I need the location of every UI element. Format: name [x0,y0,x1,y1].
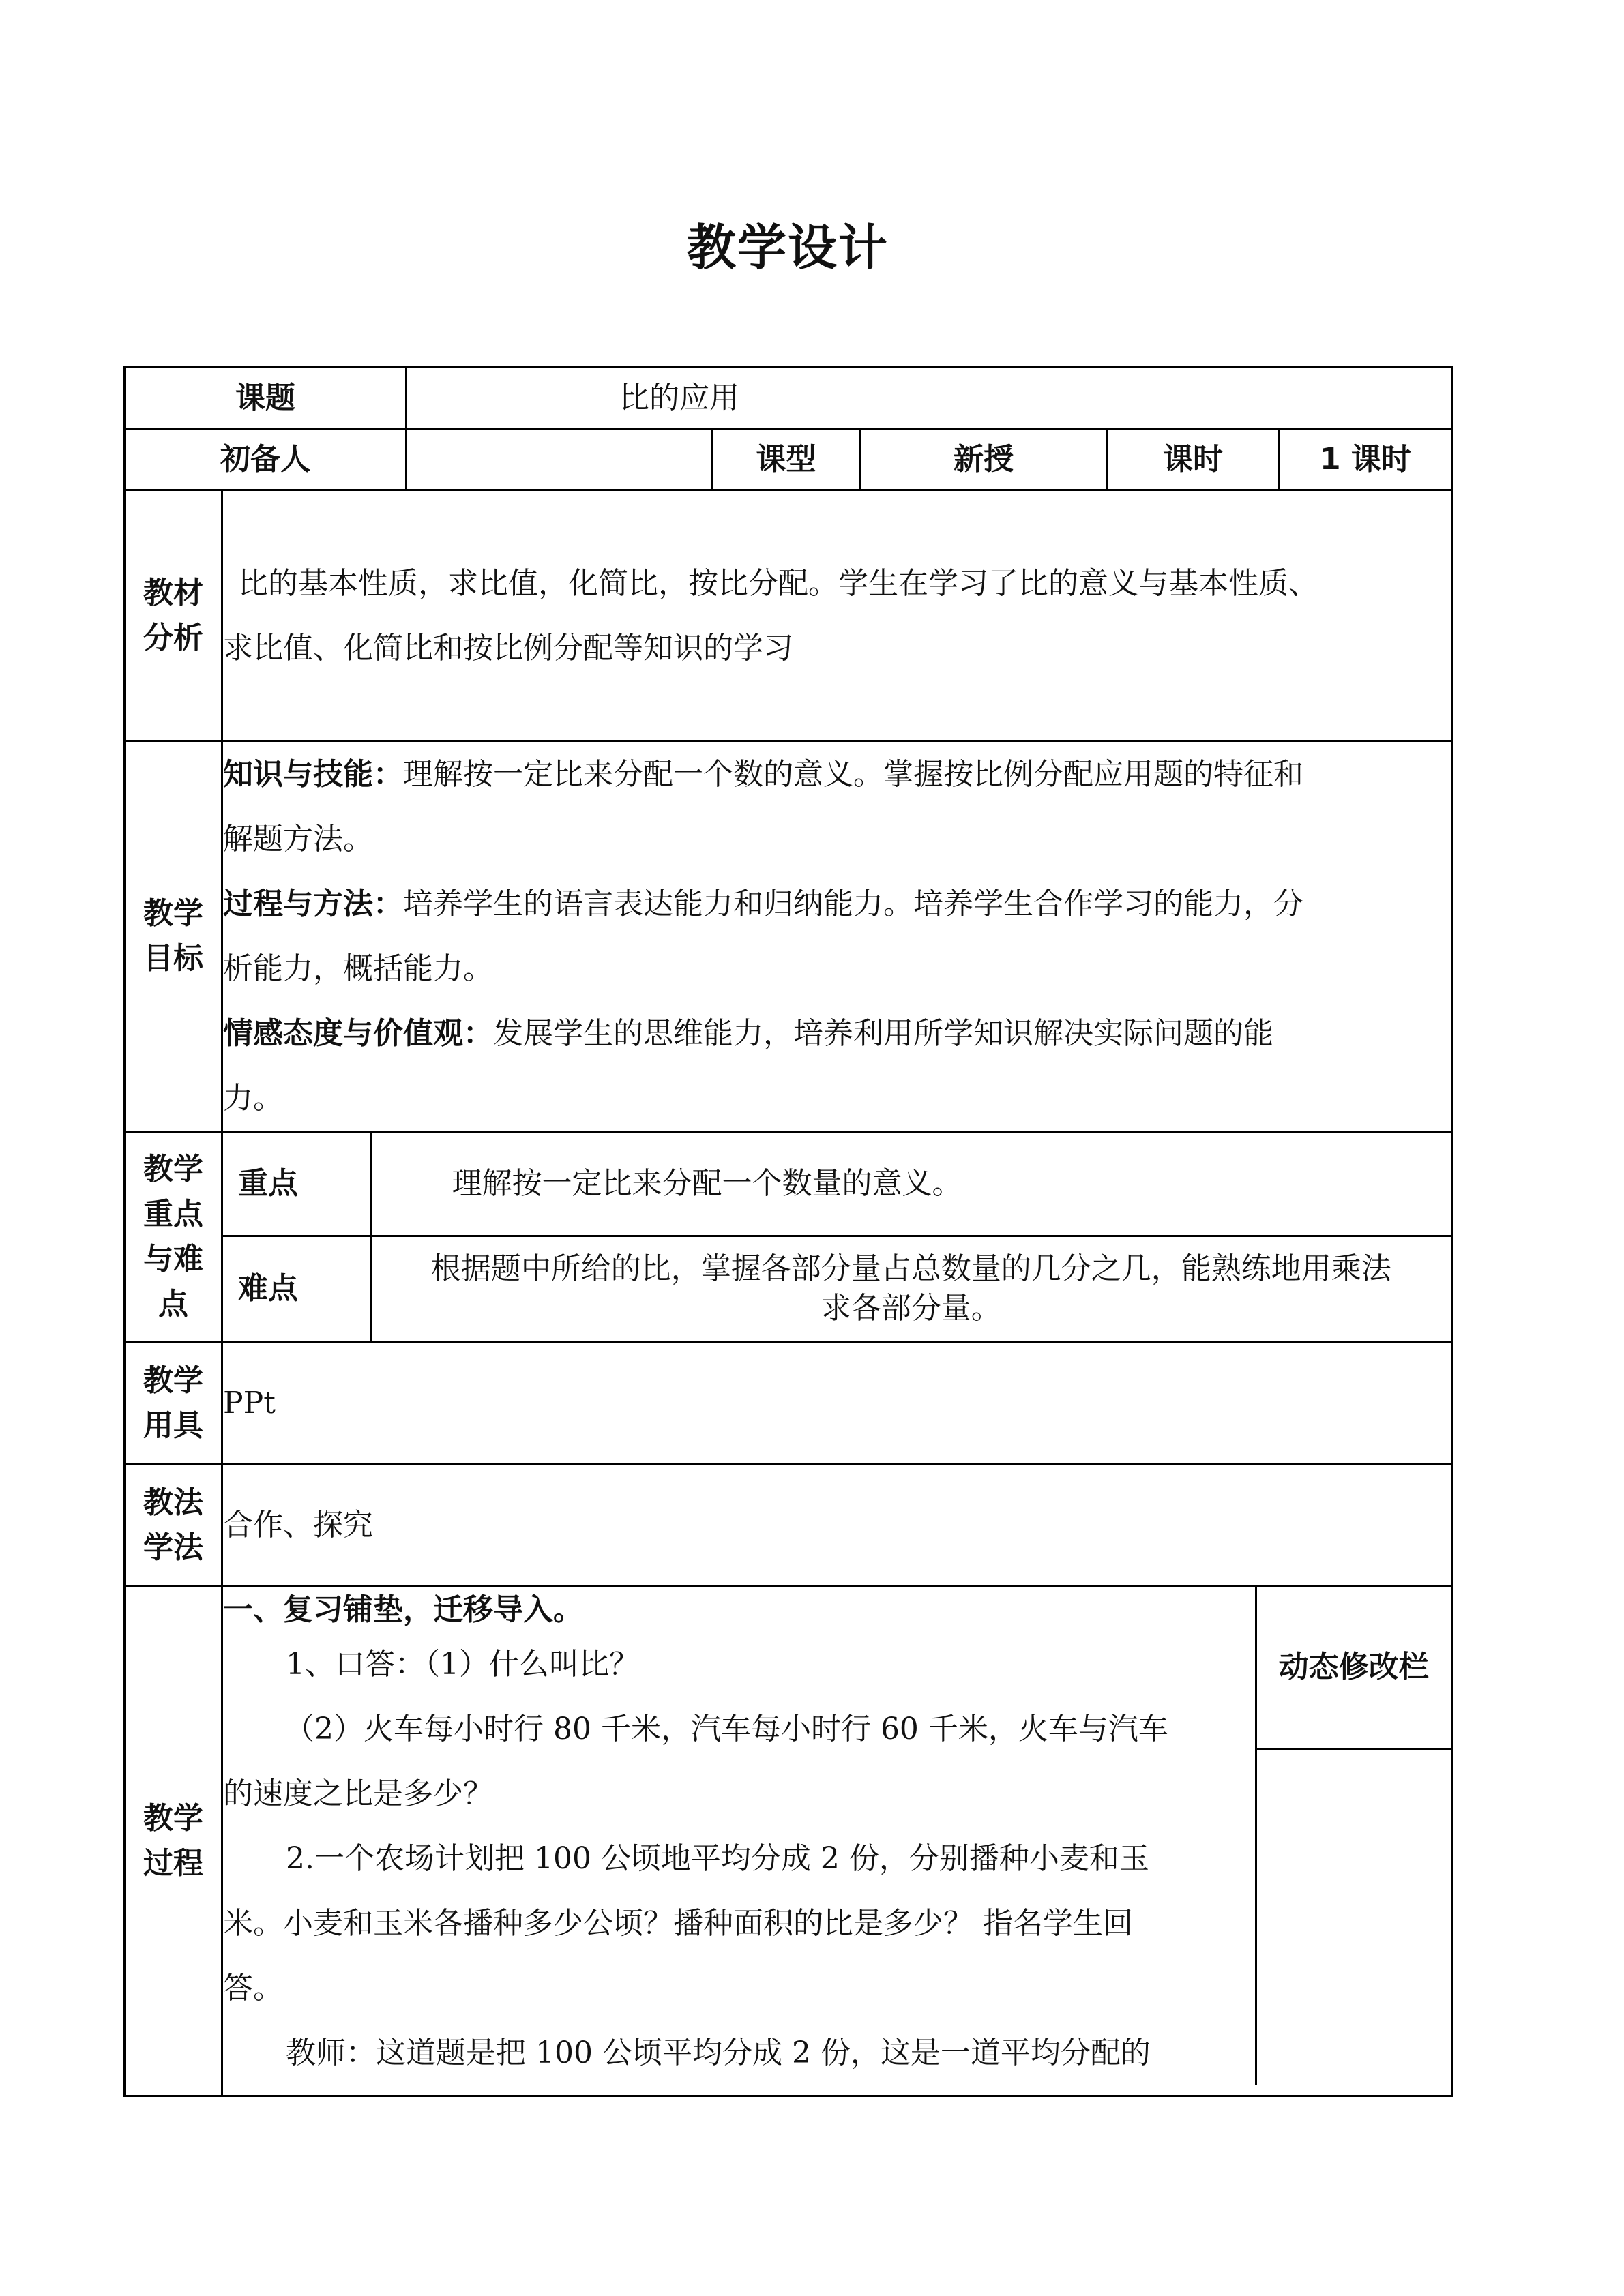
focus-label [125,1132,222,1342]
key-point-label: 重点 [223,1133,370,1235]
focus-label-line: 重点 [143,1196,203,1232]
analysis-row [125,490,1452,741]
focus-key-row [125,1132,1452,1236]
focus-hard-cell [222,1236,1452,1342]
focus-label-line: 与难 [143,1241,203,1277]
process-cell [222,1586,1452,2096]
analysis-text: 求比值、化简比和按比例分配等知识的学习 [223,630,793,666]
key-point-text: 理解按一定比来分配一个数量的意义。 [452,1166,962,1201]
page-title: 教学设计 [686,219,889,276]
difficult-point-text: 求各部分量。 [821,1291,1001,1326]
analysis-label [125,490,222,741]
goals-label-line: 教学 [143,896,203,931]
tools-label-line: 用具 [143,1407,203,1443]
analysis-label-line: 教材 [143,575,203,610]
focus-key-inner [223,1133,1451,1235]
analysis-text: 比的基本性质，求比值，化简比，按比分配。学生在学习了比的意义与基本性质、 [238,565,1318,601]
methods-row [125,1465,1452,1586]
type-value: 新授 [861,429,1107,490]
section-title: 一、复习铺垫，迁移导入。 [223,1592,583,1627]
tools-label [125,1342,222,1465]
knowledge-goal [223,742,1451,807]
process-line: 答。 [223,1971,283,2006]
difficult-point-label: 难点 [223,1237,370,1341]
focus-hard-row [125,1236,1452,1342]
preparer-value [407,429,712,490]
process-line: （2）火车每小时行 80 千米，汽车每小时行 60 千米，火车与汽车 [284,1712,1168,1746]
methods-label [125,1465,222,1586]
methods-label-line: 学法 [143,1530,203,1565]
topic-value-cell [407,368,1452,429]
tools-row [125,1342,1452,1465]
difficult-point-text: 根据题中所给的比，掌握各部分量占总数量的几分之几，能熟练地用乘法 [430,1251,1391,1286]
goals-label-line: 目标 [143,941,203,976]
process-line: 2.一个农场计划把 100 公顷地平均分成 2 份，分别播种小麦和玉 [286,1841,1149,1876]
preparer-row [125,429,1452,490]
focus-label-line: 点 [158,1286,188,1322]
process-goal-text: 培养学生的语言表达能力和归纳能力。培养学生合作学习的能力，分 [403,886,1303,921]
process-line: 的速度之比是多少？ [223,1776,493,1811]
focus-key-cell [222,1132,1452,1236]
process-goal-title: 过程与方法： [223,886,403,921]
goals-content [222,741,1452,1132]
knowledge-goal-cont: 解题方法。 [223,822,373,856]
process-inner [223,1587,1451,2085]
tools-text: PPt [222,1342,1452,1465]
type-label: 课型 [712,429,861,490]
topic-value: 比的应用 [619,380,739,415]
process-goal-cont: 析能力，概括能力。 [223,951,493,986]
process-goal [223,871,1451,936]
process-line: 1、口答：（1）什么叫比？ [286,1647,639,1682]
topic-row [125,368,1452,429]
analysis-label-line: 分析 [143,620,203,655]
knowledge-goal-title: 知识与技能： [223,757,403,792]
process-label-line: 过程 [143,1845,203,1881]
goals-row [125,741,1452,1132]
emotion-goal-cont: 力。 [223,1081,283,1116]
goals-label [125,741,222,1132]
process-label-line: 教学 [143,1800,203,1836]
methods-label-line: 教法 [143,1485,203,1520]
process-content [223,1587,1256,2085]
focus-label-line: 教学 [143,1151,203,1187]
tools-label-line: 教学 [143,1362,203,1398]
preparer-label: 初备人 [125,429,407,490]
knowledge-goal-text: 理解按一定比来分配一个数的意义。掌握按比例分配应用题的特征和 [403,757,1303,792]
difficult-point-content [370,1237,1451,1341]
revision-column-header: 动态修改栏 [1256,1587,1451,1749]
hours-label: 课时 [1107,429,1280,490]
process-line: 教师：这道题是把 100 公顷平均分成 2 份，这是一道平均分配的 [286,2036,1151,2070]
focus-hard-inner [223,1237,1451,1341]
methods-text: 合作、探究 [222,1465,1452,1586]
analysis-content [222,490,1452,741]
process-line: 米。小麦和玉米各播种多少公顷？播种面积的比是多少？ 指名学生回 [223,1906,1133,1941]
topic-label: 课题 [125,368,407,429]
emotion-goal-title: 情感态度与价值观： [223,1016,493,1051]
emotion-goal [223,1001,1451,1066]
revision-column-body[interactable] [1256,1749,1451,2085]
lesson-plan-table [123,366,1453,2097]
process-label [125,1586,222,2096]
hours-value: 1 课时 [1280,429,1452,490]
emotion-goal-text: 发展学生的思维能力，培养利用所学知识解决实际问题的能 [493,1016,1273,1051]
process-row [125,1586,1452,2096]
